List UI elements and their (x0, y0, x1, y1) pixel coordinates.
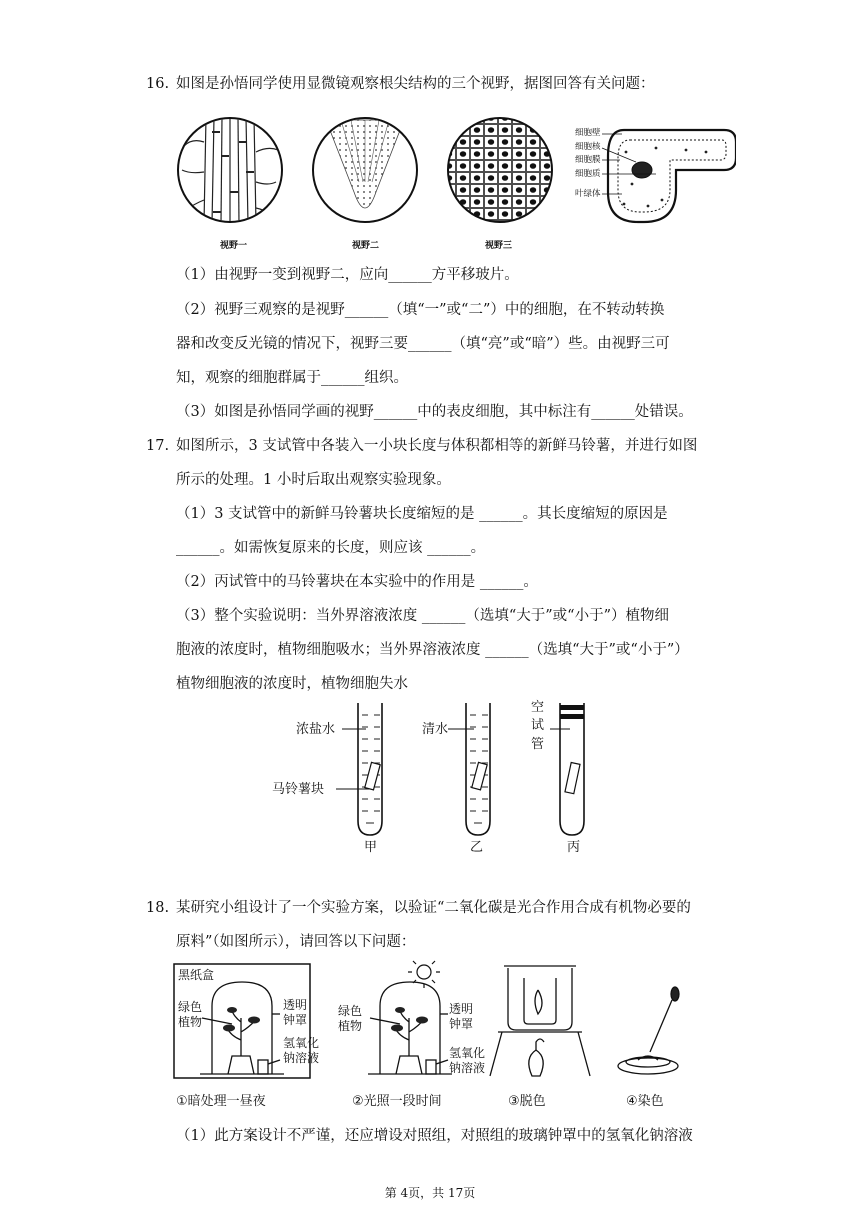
label-chloroplast: 叶绿体 (575, 189, 601, 199)
label-green-plant-2b: 植物 (338, 1019, 363, 1033)
label-cell-wall: 细胞壁 (575, 128, 601, 138)
question-17-stem-cont: 所示的处理。1 小时后取出观察实验现象。 (176, 472, 451, 488)
question-17-part-3: （3）整个实验说明：当外界溶液浓度 ______（选填“大于”或“小于”）植物细 (176, 608, 669, 624)
question-18-stem-cont: 原料”（如图所示），请回答以下问题： (176, 934, 416, 950)
label-bell-2b: 钟罩 (449, 1017, 474, 1031)
question-16-part-3: （3）如图是孙悟同学画的视野______中的表皮细胞，其中标注有______处错误。 (176, 404, 693, 420)
test-tube-figure (270, 695, 600, 865)
tube-label-yi: 乙 (470, 840, 484, 855)
epidermal-cell-drawing (602, 130, 736, 222)
step-4-label: ④染色 (626, 1094, 664, 1109)
label-clear-water: 清水 (422, 722, 449, 737)
label-black-box: 黑纸盒 (178, 968, 215, 982)
question-number-16: 16. (146, 76, 170, 92)
question-17-stem: 如图所示，3 支试管中各装入一小块长度与体积都相等的新鲜马铃薯，并进行如图 (176, 438, 698, 454)
question-17-part-2: （2）丙试管中的马铃薯块在本实验中的作用是 ______。 (176, 574, 538, 590)
tube-label-bing: 丙 (567, 840, 581, 855)
label-empty-3: 管 (531, 737, 545, 752)
label-bell-1: 透明 (283, 998, 308, 1012)
step-3-label: ③脱色 (508, 1094, 546, 1109)
label-green-plant-2: 绿色 (338, 1004, 363, 1018)
label-bell-2: 透明 (449, 1002, 474, 1016)
question-16-stem: 如图是孙悟同学使用显微镜观察根尖结构的三个视野，据图回答有关问题： (176, 76, 655, 92)
question-16-part-2-cont: 器和改变反光镜的情况下，视野三要______（填“亮”或“暗”）些。由视野三可 (176, 336, 670, 352)
step-1-label: ①暗处理一昼夜 (176, 1094, 266, 1109)
question-17-part-3-cont: 胞液的浓度时，植物细胞吸水；当外界溶液浓度 ______（选填“大于”或“小于”） (176, 642, 689, 658)
tube-label-jia: 甲 (364, 840, 378, 855)
question-number-18: 18. (146, 900, 170, 916)
field-two-image (313, 118, 417, 222)
field-three-image (448, 118, 552, 222)
question-16-part-2-cont2: 知，观察的细胞群属于______组织。 (176, 370, 408, 386)
staining-dish (618, 987, 679, 1074)
label-cell-membrane: 细胞膜 (575, 155, 601, 165)
label-naoh-2: 氢氧化 (449, 1046, 486, 1060)
label-green-plant-1: 绿色 (178, 1000, 203, 1014)
label-naoh-2b: 钠溶液 (449, 1061, 486, 1075)
label-green-plant-1b: 植物 (178, 1015, 203, 1029)
question-17-part-1: （1）3 支试管中的新鲜马铃薯块长度缩短的是 ______。其长度缩短的原因是 (176, 506, 668, 522)
question-18-part-1: （1）此方案设计不严谨，还应增设对照组，对照组的玻璃钟罩中的氢氧化钠溶液 (176, 1128, 693, 1144)
field-one-image (178, 117, 282, 224)
label-bell-1b: 钟罩 (283, 1013, 308, 1027)
field-one-caption: 视野一 (220, 241, 248, 251)
label-empty-1: 空 (531, 700, 545, 715)
label-empty-2: 试 (531, 718, 545, 733)
label-cytoplasm: 细胞质 (575, 169, 601, 179)
page-footer: 第 4页，共 17页 (384, 1186, 476, 1200)
decolorize-apparatus (490, 966, 590, 1076)
question-16-part-1: （1）由视野一变到视野二，应向______方平移玻片。 (176, 267, 519, 283)
question-18-stem: 某研究小组设计了一个实验方案，以验证“二氧化碳是光合作用合成有机物必要的 (176, 900, 691, 916)
photosynthesis-experiment-figure (172, 960, 712, 1090)
label-salt-water: 浓盐水 (296, 722, 336, 737)
label-naoh-1b: 钠溶液 (283, 1051, 320, 1065)
question-17-part-3-cont2: 植物细胞液的浓度时，植物细胞失水 (176, 676, 408, 692)
label-potato-piece: 马铃薯块 (272, 782, 325, 797)
field-two-caption: 视野二 (352, 241, 380, 251)
question-17-part-1-cont: ______。如需恢复原来的长度，则应该 ______。 (176, 540, 486, 556)
question-16-part-2: （2）视野三观察的是视野______（填“一”或“二”）中的细胞，在不转动转换 (176, 302, 665, 318)
label-naoh-1: 氢氧化 (283, 1036, 320, 1050)
field-three-caption: 视野三 (485, 241, 513, 251)
label-nucleus: 细胞核 (575, 142, 601, 152)
question-number-17: 17. (146, 438, 170, 454)
step-2-label: ②光照一段时间 (352, 1094, 442, 1109)
root-tip-microscope-figure (176, 112, 736, 254)
